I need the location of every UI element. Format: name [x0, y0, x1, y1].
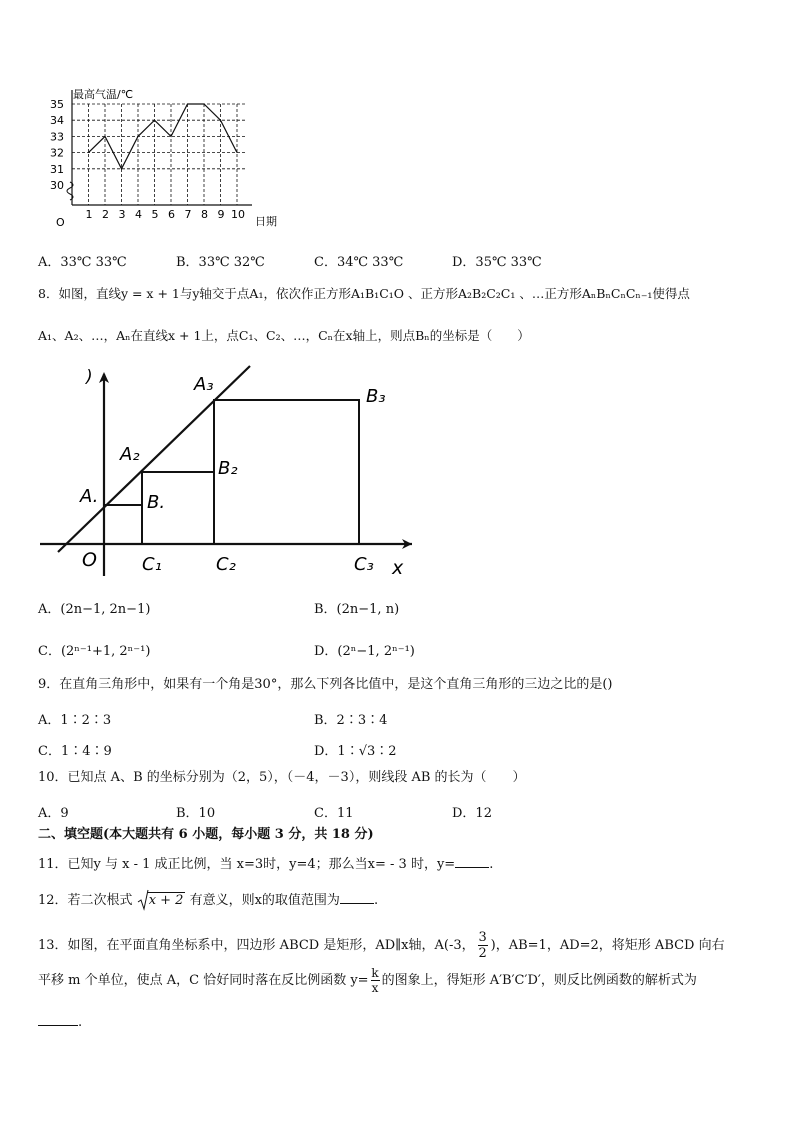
- q13-period: .: [78, 1015, 83, 1030]
- fig-label-A1: A.: [80, 486, 99, 507]
- fig-label-A3: A₃: [194, 374, 214, 395]
- q11-stem: 11．已知y 与 x - 1 成正比例，当 x=3时，y=4；那么当x= - 3 时，y=: [38, 857, 456, 872]
- q13-line1: [38, 930, 725, 961]
- q12-radicand: x + 2: [148, 893, 184, 908]
- q10-option-a[interactable]: A．9: [38, 806, 69, 821]
- y-tick-label: 32: [50, 146, 64, 160]
- q7-option-c[interactable]: C．34℃ 33℃: [314, 255, 404, 270]
- q7-option-a[interactable]: A．33℃ 33℃: [38, 255, 127, 270]
- q12-answer-blank[interactable]: [340, 891, 374, 904]
- q10-text: 10．已知点 A、B 的坐标分别为（2，5），（－4，－3），则线段 AB 的长为（ ）: [38, 770, 526, 785]
- q8-option-a[interactable]: A．(2n−1, 2n−1): [38, 602, 151, 617]
- q13-text-d: 的图象上，得矩形 A′B′C′D′，则反比例函数的解析式为: [381, 972, 697, 988]
- q13-frac-num: 3: [478, 930, 487, 945]
- q13-answer-blank[interactable]: [38, 1013, 78, 1026]
- x-tick-label: 6: [168, 208, 175, 221]
- y-tick-label: 31: [50, 162, 64, 176]
- q13-line3: [38, 1013, 82, 1031]
- chart-axes: [72, 90, 252, 205]
- x-tick-label: 8: [201, 208, 208, 221]
- radical-sign-icon: [137, 889, 149, 911]
- q12-stem-a: 12．若二次根式: [38, 893, 133, 908]
- q13-k: k: [371, 966, 379, 980]
- x-tick-label: 7: [184, 208, 192, 221]
- fig-label-C1: C₁: [142, 554, 162, 575]
- q9-option-a[interactable]: A．1∶2∶3: [38, 713, 112, 728]
- q7-option-d[interactable]: D．35℃ 33℃: [452, 255, 542, 270]
- q13-kx-fraction: [371, 966, 380, 995]
- fig-label-O: O: [82, 549, 97, 571]
- q10-option-b[interactable]: B．10: [176, 806, 216, 821]
- q11-answer-blank[interactable]: [455, 855, 489, 868]
- q13-fraction: [478, 930, 488, 961]
- q11-period: .: [489, 857, 494, 872]
- x-tick-label: 10: [231, 208, 245, 221]
- q12-radical: [137, 893, 186, 909]
- fig-label-y: ): [86, 367, 93, 387]
- fig-label-A2: A₂: [120, 444, 140, 465]
- y-tick-label: 35: [50, 98, 64, 111]
- x-tick-label: 1: [85, 208, 93, 221]
- fig-label-C2: C₂: [216, 554, 236, 575]
- x-tick-label: 3: [118, 208, 126, 221]
- q8-squares-figure: [36, 362, 426, 584]
- y-tick-label: 33: [50, 130, 64, 144]
- y-axis-label: 最高气温/℃: [73, 88, 134, 101]
- y-tick-label: 34: [50, 114, 64, 128]
- y-tick-label: 30: [50, 179, 64, 192]
- q13-frac-den: 2: [478, 946, 487, 961]
- fig-label-B3: B₃: [366, 386, 386, 407]
- q13-text-c: 平移 m 个单位，使点 A，C 恰好同时落在反比例函数 y=: [38, 972, 369, 988]
- q12-text: [38, 891, 378, 909]
- q10-option-d[interactable]: D．12: [452, 806, 492, 821]
- q13-line2: [38, 966, 697, 995]
- x-tick-label: 9: [217, 208, 225, 221]
- fig-label-B1: B.: [147, 492, 166, 513]
- q8-option-d[interactable]: D．(2ⁿ−1, 2ⁿ⁻¹): [314, 644, 415, 659]
- origin-label: O: [56, 216, 65, 229]
- fig-label-x: x: [392, 557, 404, 579]
- q8-option-c[interactable]: C．(2ⁿ⁻¹+1, 2ⁿ⁻¹): [38, 644, 151, 659]
- x-axis-label: 日期: [255, 215, 277, 228]
- q10-option-c[interactable]: C．11: [314, 806, 354, 821]
- q7-option-b[interactable]: B．33℃ 32℃: [176, 255, 265, 270]
- x-tick-label: 4: [135, 208, 142, 221]
- y-tick-labels: [50, 98, 64, 192]
- q13-text-a: 13．如图，在平面直角坐标系中，四边形 ABCD 是矩形，AD∥x轴，A(-3，: [38, 937, 475, 953]
- q9-text: 9．在直角三角形中，如果有一个角是30°，那么下列各比值中，是这个直角三角形的三边之比的是(): [38, 677, 613, 692]
- section-heading: 二、填空题(本大题共有 6 小题，每小题 3 分，共 18 分): [38, 827, 374, 842]
- q13-text-b: )，AB=1，AD=2，将矩形 ABCD 向右: [490, 937, 725, 953]
- q11-text: [38, 855, 493, 873]
- x-tick-label: 5: [151, 208, 159, 221]
- temperature-line-chart: [40, 84, 300, 234]
- q9-option-b[interactable]: B．2∶3∶4: [314, 713, 388, 728]
- x-tick-label: 2: [102, 208, 109, 221]
- fig-label-C3: C₃: [354, 554, 374, 575]
- q9-option-d[interactable]: D．1∶√3∶2: [314, 744, 397, 759]
- q8-text-line2: A₁、A₂、…，Aₙ在直线x + 1上，点C₁、C₂、…，Cₙ在x轴上，则点Bₙ的坐标是（ ）: [38, 328, 530, 343]
- fig-label-B2: B₂: [218, 458, 238, 479]
- q12-stem-b: 有意义，则x的取值范围为: [189, 893, 340, 908]
- q12-period: .: [373, 893, 379, 908]
- q8-option-b[interactable]: B．(2n−1, n): [314, 602, 400, 617]
- q9-option-c[interactable]: C．1∶4∶9: [38, 744, 112, 759]
- q13-x: x: [371, 981, 379, 995]
- q8-text-line1: 8．如图，直线y = x + 1与y轴交于点A₁，依次作正方形A₁B₁C₁O 、正方形A₂B₂C₂C₁ 、…正方形AₙBₙCₙCₙ₋₁使得点: [38, 286, 690, 301]
- x-tick-labels: [86, 208, 246, 221]
